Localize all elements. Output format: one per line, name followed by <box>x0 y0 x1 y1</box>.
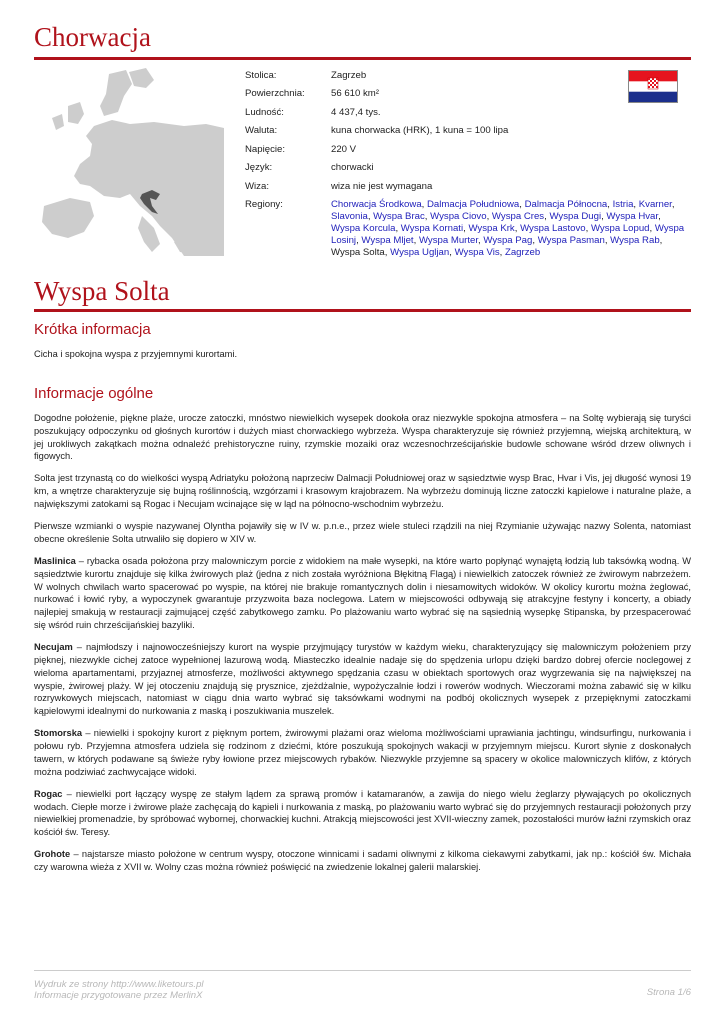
paragraph: Solta jest trzynastą co do wielkości wyspą Adriatyku położoną naprzeciw Dalmacji Południowej oraz w sąsiedztwie wysp Brac, Hvar i Vis, jej długość wynosi 19 km, a wnętrze charakteryzuje się bujną roślinnością, wzgórzami i krasowym krajobrazem. Na wybrzeżu dominują liczne zatoczki kąpielowe i naturalne plaże, a największymi zatokami są Rogac i Necujam wcinające się w ląd na północno-wschodnim wybrzeżu. <box>34 473 691 510</box>
title-rule <box>34 57 691 60</box>
footer-source: Wydruk ze strony http://www.liketours.pl <box>34 979 204 990</box>
country-title: Chorwacja <box>34 22 151 52</box>
region-link[interactable]: Dalmacja Północna <box>524 199 608 211</box>
region-link[interactable]: Wyspa Cres <box>491 211 545 223</box>
fact-voltage: Napięcie: 220 V <box>245 143 357 155</box>
paragraph: Necujam – najmłodszy i najnowocześniejszy kurort na wyspie przyjmujący turystów w każdym wieku, charakteryzujący się malowniczym położeniem przy pięknej, niezwykle cichej zatoce wypełnionej lazurową wodą. Miasteczko idealnie nadaje się do spędzenia urlopu dzięki bardzo dobrej ofercie noclegowej z wieloma apartamentami, przyjaznej atmosferze, możliwości aktywnego spędzania czasu w obiektach sportowych oraz wygrzewania się na największej na wyspie, żwirowej plaży. W jej otoczeniu znajdują się prysznice, zjeżdżalnie, wypożyczalnie łodzi i rowerów wodnych. Wieczorami można zabawić się w kilku rozrywkowych miejscach, natomiast w ciągu dnia warto wybrać się taksówkami wodnymi na podbój okolicznych wysepek z przepięknymi zatoczkami kąpielowymi idealnymi do nurkowania z maską i poszukiwania muszelek. <box>34 642 691 717</box>
region-link[interactable]: Wyspa Mljet <box>361 234 414 246</box>
fact-visa: Wiza: wiza nie jest wymagana <box>245 180 433 192</box>
region-link[interactable]: Wyspa Brac <box>373 211 425 223</box>
fact-regions: Regiony: Chorwacja Środkowa, Dalmacja Południowa, Dalmacja Północna, Istria, Kvarner, Slavonia, Wyspa Brac, Wyspa Ciovo, Wyspa Cres, Wyspa Dugi, Wyspa Hvar, Wyspa Korcula, Wyspa Kornati, Wyspa Krk, Wyspa Lastovo, Wyspa Lopud, Wyspa Losinj, Wyspa Mljet, Wyspa Murter, Wyspa Pag, Wyspa Pasman, Wyspa Rab, Wyspa Solta, Wyspa Ugljan, Wyspa Vis, Zagrzeb <box>245 199 691 258</box>
short-info-text: Cicha i spokojna wyspa z przyjemnymi kurortami. <box>34 349 238 359</box>
fact-area: Powierzchnia: 56 610 km² <box>245 88 379 100</box>
region-link[interactable]: Wyspa Krk <box>468 222 515 234</box>
page-number: Strona 1/6 <box>646 987 691 998</box>
paragraph: Grohote – najstarsze miasto położone w centrum wyspy, otoczone winnicami i sadami oliwnymi z kilkoma ciekawymi zabytkami, jak np.: kościół św. Michała czy warowna wieża z XVII w. Wolny czas można również poświęcić na zwiedzenie lokalnej galerii malarskiej. <box>34 849 691 872</box>
page-footer <box>34 970 691 1001</box>
paragraph: Dogodne położenie, piękne plaże, urocze zatoczki, mnóstwo niewielkich wysepek dookoła oraz niezwykle spokojna atmosfera – na Soltę wybierają się turyści poszukujący odpoczynku od głośnych kurortów i dużych miast chorwackiego wybrzeża. Wyspa charakteryzuje się również przyjemną, wiejską architekturą, w jej urokliwych zakątkach można odnaleźć prehistoryczne ruiny, rzymskie mozaiki oraz wczesnochrześcijańskie budowle schowane wśród drzew oliwnych i figowych. <box>34 413 691 462</box>
region-link[interactable]: Kvarner <box>638 199 672 211</box>
region-link[interactable]: Wyspa Dugi <box>549 211 602 223</box>
europe-map <box>34 66 224 256</box>
region-link[interactable]: Wyspa Korcula <box>331 222 396 234</box>
place-name: Maslinica <box>34 556 76 567</box>
croatia-flag-icon <box>628 70 678 103</box>
region-link[interactable]: Wyspa Lastovo <box>520 222 586 234</box>
fact-capital: Stolica: Zagrzeb <box>245 70 367 81</box>
fact-language: Język: chorwacki <box>245 162 374 174</box>
region-link[interactable]: Wyspa Pasman <box>537 234 605 246</box>
region-link[interactable]: Wyspa Rab <box>610 234 660 246</box>
region-link: Wyspa Solta <box>331 246 385 258</box>
paragraph: Stomorska – niewielki i spokojny kurort z pięknym portem, żwirowymi plażami oraz wieloma możliwościami uprawiania jachtingu, windsurfingu, nurkowania i połowu ryb. Przyjemna atmosfera udziela się rodzinom z dziećmi, które poszukują spokojnych wakacji w przyjemnym miejscu. Kurort słynie z doskonałych tawern, w których podawane są świeże ryby łowione przez miejscowych rybaków. Niezwykle przyjemne są spacery w okolice malowniczych klifów, z których można podziwiać zachwycające widoki. <box>34 728 691 777</box>
regions-list: Chorwacja Środkowa, Dalmacja Południowa, Dalmacja Północna, Istria, Kvarner, Slavonia, Wyspa Brac, Wyspa Ciovo, Wyspa Cres, Wyspa Dugi, Wyspa Hvar, Wyspa Korcula, Wyspa Kornati, Wyspa Krk, Wyspa Lastovo, Wyspa Lopud, Wyspa Losinj, Wyspa Mljet, Wyspa Murter, Wyspa Pag, Wyspa Pasman, Wyspa Rab, Wyspa Solta, Wyspa Ugljan, Wyspa Vis, Zagrzeb <box>331 199 685 258</box>
footer-rule <box>34 970 691 971</box>
footer-provider: Informacje przygotowane przez MerlinX <box>34 990 203 1001</box>
place-name: Stomorska <box>34 728 83 739</box>
paragraph: Pierwsze wzmianki o wyspie nazywanej Olyntha pojawiły się w IV w. p.n.e., przez wiele stuleci rządzili na niej Rzymianie używając nazwy Solenta, natomiast obecne określenie Solta utrwaliło się dopiero w XIV w. <box>34 521 691 544</box>
region-link[interactable]: Wyspa Ugljan <box>390 246 450 258</box>
fact-currency: Waluta: kuna chorwacka (HRK), 1 kuna = 100 lipa <box>245 125 509 137</box>
place-name: Rogac <box>34 788 63 799</box>
island-title: Wyspa Solta <box>34 276 170 306</box>
place-name: Grohote <box>34 849 71 860</box>
region-link[interactable]: Zagrzeb <box>504 246 541 258</box>
general-info-paragraphs <box>34 412 691 874</box>
short-info-heading: Krótka informacja <box>34 321 151 338</box>
region-link[interactable]: Wyspa Pag <box>483 234 533 246</box>
region-link[interactable]: Istria <box>612 199 634 211</box>
general-info-section <box>34 385 691 883</box>
region-link[interactable]: Slavonia <box>331 211 368 223</box>
region-link[interactable]: Chorwacja Środkowa <box>331 199 422 211</box>
island-rule <box>34 309 691 312</box>
paragraph: Maslinica – rybacka osada położona przy malowniczym porcie z widokiem na małe wysepki, na które warto popłynąć wynajętą łodzią lub taksówką wodną. W sąsiedztwie kurortu znajduje się kilka żwirowych plaż (jedna z nich została wyróżniona Błękitną Flagą) i niewielkich zatoczek również ze żwirowym nabrzeżem. W wolnych chwilach warto spacerować po wyspie, na której nie brakuje romantycznych dolin i niesamowitych widoków. W okolicy kurortu można żeglować, nurkować i łowić ryby, a wypoczynek gwarantuje przyzwoita baza noclegowa. Latem w miejscowości odbywają się atrakcyjne festyny i koncerty, a obiady najlepiej smakują w restauracji zajmującej część zabytkowego zamku. Po plażowaniu warto wybrać się na sąsiednią wysepkę Stipanska, by przespacerować się wśród ruin chrześcijańskiej bazyliki. <box>34 556 691 631</box>
region-link[interactable]: Wyspa Losinj <box>331 222 685 246</box>
region-link[interactable]: Wyspa Lopud <box>590 222 650 234</box>
short-info-section <box>34 321 691 370</box>
region-link[interactable]: Wyspa Vis <box>454 246 500 258</box>
region-link[interactable]: Wyspa Hvar <box>606 211 659 223</box>
facts-table <box>245 70 691 265</box>
region-link[interactable]: Dalmacja Południowa <box>427 199 520 211</box>
region-link[interactable]: Wyspa Murter <box>418 234 479 246</box>
paragraph: Rogac – niewielki port łączący wyspę ze stałym lądem za sprawą promów i katamaranów, a zawija do niego wielu żeglarzy pływających po okolicznych wodach. Ciepłe morze i żwirowe plaże zachęcają do kąpieli i nurkowania z maską, po plażowaniu warto wybrać się do przyjemnych restauracji położonych przy niewielkiej promenadzie, by spróbować wybornej, chorwackiej kuchni. Atrakcją miejscowości jest XVII-wieczny zamek, pozostałości murów łaźni rzymskich oraz kościół św. Teresy. <box>34 788 691 838</box>
region-link[interactable]: Wyspa Kornati <box>400 222 464 234</box>
fact-population: Ludność: 4 437,4 tys. <box>245 106 381 118</box>
general-info-heading: Informacje ogólne <box>34 385 154 402</box>
place-name: Necujam <box>34 642 73 653</box>
region-link[interactable]: Wyspa Ciovo <box>430 211 487 223</box>
